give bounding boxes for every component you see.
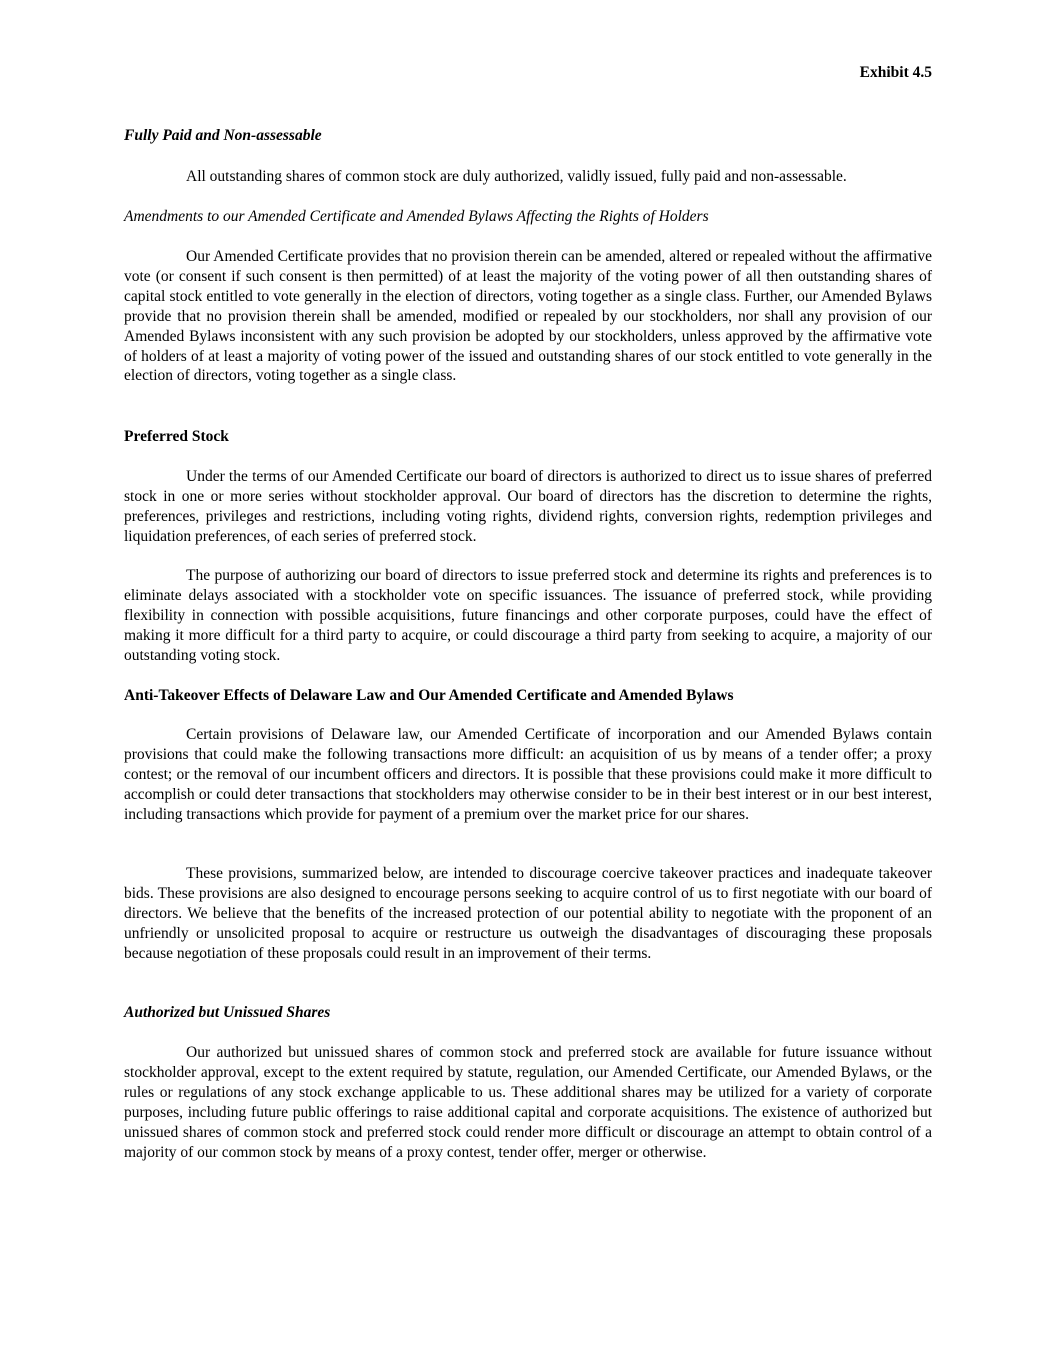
paragraph-anti-takeover-2: These provisions, summarized below, are intended to discourage coercive takeover practices and inadequate takeover bids. These provisions are also designed to encourage persons seeking to acquire control of us to first negotiate with our board of directors. We believe that the benefits of the increased protection of our potential ability to negotiate with the proponent of an unfriendly or unsolicited proposal to acquire or restructure us outweigh the disadvantages of discouraging these proposals because negotiation of these proposals could result in an improvement of their terms. <box>124 865 932 962</box>
paragraph-fully-paid: All outstanding shares of common stock are duly authorized, validly issued, fully paid and non-assessable. <box>186 168 847 185</box>
paragraph-anti-takeover-1: Certain provisions of Delaware law, our Amended Certificate of incorporation and our Amended Bylaws contain provisions that could make the following transactions more difficult: an acquisition of us by means of a tender offer; a proxy contest; or the removal of our incumbent officers and directors. It is possible that these provisions could make it more difficult to accomplish or could deter transactions that stockholders may otherwise consider to be in their best interest or in our best interest, including transactions which provide for payment of a premium over the market price for our shares. <box>124 726 932 823</box>
heading-preferred-stock: Preferred Stock <box>124 428 229 445</box>
heading-authorized-unissued: Authorized but Unissued Shares <box>124 1004 331 1021</box>
paragraph-amendments: Our Amended Certificate provides that no provision therein can be amended, altered or repealed without the affirmative vote (or consent if such consent is then permitted) of at least the majority of the voting power of all then outstanding shares of capital stock entitled to vote generally in the election of directors, voting together as a single class. Further, our Amended Bylaws provide that no provision therein shall be amended, modified or repealed by our stockholders, nor shall any provision of our Amended Bylaws inconsistent with any such provision be adopted by our stockholders, unless approved by the affirmative vote of holders of at least a majority of voting power of the issued and outstanding shares of our stock entitled to vote generally in the election of directors, voting together as a single class. <box>124 248 932 385</box>
exhibit-label: Exhibit 4.5 <box>859 64 932 81</box>
paragraph-preferred-stock-2: The purpose of authorizing our board of directors to issue preferred stock and determine its rights and preferences is to eliminate delays associated with a stockholder vote on specific issuances. The issuance of preferred stock, while providing flexibility in connection with possible acquisitions, future financings and other corporate purposes, could have the effect of making it more difficult for a third party to acquire, or could discourage a third party from seeking to acquire, a majority of our outstanding voting stock. <box>124 567 932 664</box>
heading-amendments: Amendments to our Amended Certificate and Amended Bylaws Affecting the Rights of Holders <box>124 208 709 225</box>
paragraph-preferred-stock-1: Under the terms of our Amended Certificate our board of directors is authorized to direct us to issue shares of preferred stock in one or more series without stockholder approval. Our board of directors has the discretion to determine the rights, preferences, privileges and restrictions, including voting rights, dividend rights, conversion rights, redemption privileges and liquidation preferences, of each series of preferred stock. <box>124 468 932 545</box>
heading-anti-takeover: Anti-Takeover Effects of Delaware Law and Our Amended Certificate and Amended Bylaws <box>124 687 734 704</box>
paragraph-authorized-unissued: Our authorized but unissued shares of common stock and preferred stock are available for future issuance without stockholder approval, except to the extent required by statute, regulation, our Amended Certificate, our Amended Bylaws, or the rules or regulations of any stock exchange applicable to us. These additional shares may be utilized for a variety of corporate purposes, including future public offerings to raise additional capital and corporate acquisitions. The existence of authorized but unissued shares of common stock and preferred stock could render more difficult or discourage an attempt to obtain control of a majority of our common stock by means of a proxy contest, tender offer, merger or otherwise. <box>124 1044 932 1161</box>
heading-fully-paid: Fully Paid and Non-assessable <box>124 127 322 144</box>
